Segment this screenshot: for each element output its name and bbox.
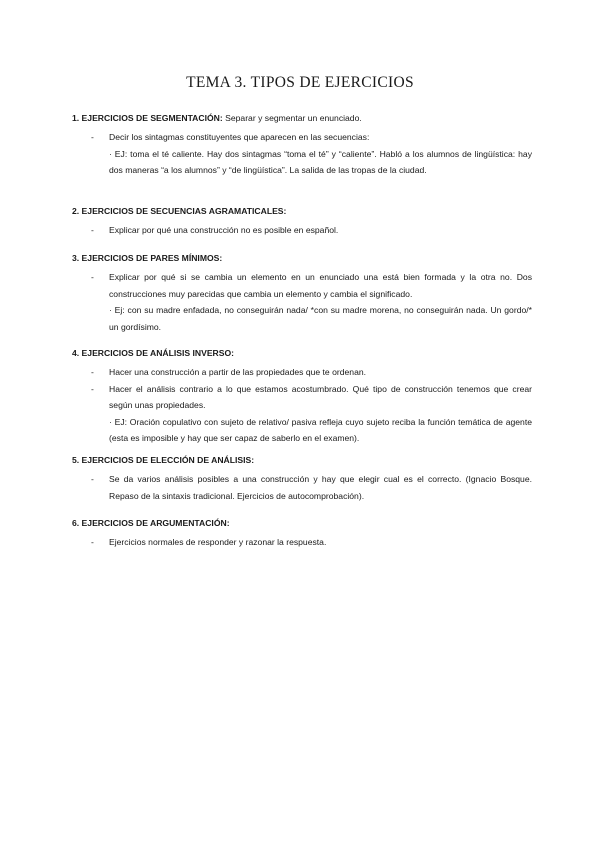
item-text: - Hacer una construcción a partir de las propiedades que te ordenan. (109, 367, 367, 377)
section-item-list (72, 471, 532, 504)
section-pares-minimos (72, 250, 532, 335)
section-secuencias-agramaticales (72, 203, 532, 239)
section-heading-label: 3. EJERCICIOS DE PARES MÍNIMOS: (72, 253, 223, 263)
section-intro: Separar y segmentar un enunciado. (222, 113, 362, 123)
list-item (72, 269, 532, 335)
section-heading-label: 4. EJERCICIOS DE ANÁLISIS INVERSO: (72, 348, 235, 358)
item-text: - Ejercicios normales de responder y razonar la respuesta. (109, 537, 327, 547)
item-text: - Explicar por qué una construcción no es posible en español. (109, 225, 339, 235)
section-heading (72, 250, 532, 266)
section-item-list (72, 364, 532, 447)
page-title: TEMA 3. TIPOS DE EJERCICIOS (186, 74, 414, 91)
section-analisis-inverso (72, 345, 532, 447)
list-item (72, 534, 532, 551)
section-heading-label: 5. EJERCICIOS DE ELECCIÓN DE ANÁLISIS: (72, 455, 255, 465)
section-heading (72, 515, 532, 531)
section-heading-label: 1. EJERCICIOS DE SEGMENTACIÓN: (72, 113, 223, 123)
list-item (72, 364, 532, 381)
item-text: - Se da varios análisis posibles a una construcción y hay que elegir cual es el correcto. (Ignacio Bosque. Repaso de la sintaxis tradicional. Ejercicios de autocomprobación). (109, 474, 532, 501)
list-item (72, 222, 532, 239)
item-example: · Ej: con su madre enfadada, no conseguirán nada/ *con su madre morena, no conseguirán nada. Un gordo/* un gordísimo. (109, 305, 532, 332)
section-item-list (72, 222, 532, 239)
list-item (72, 381, 532, 447)
list-item (72, 471, 532, 504)
section-heading (72, 452, 532, 468)
section-item-list (72, 269, 532, 335)
section-item-list (72, 534, 532, 551)
item-example: · EJ: Oración copulativo con sujeto de relativo/ pasiva refleja cuyo sujeto reciba la función temática de agente (esta es imposible y hay que ser capaz de saberlo en el examen). (109, 416, 532, 444)
section-heading (72, 345, 532, 361)
section-heading-label: 2. EJERCICIOS DE SECUENCIAS AGRAMATICALES: (72, 206, 287, 216)
section-eleccion-analisis (72, 452, 532, 504)
item-example: · EJ: toma el té caliente. Hay dos sintagmas “toma el té” y “caliente”. Habló a los alumnos de lingüística: hay dos maneras “a los alumnos” y “de lingüística”. La salida de las tropas de la ciudad. (109, 148, 532, 176)
section-argumentacion (72, 515, 532, 551)
section-heading (72, 203, 532, 219)
section-item-list (72, 129, 532, 179)
list-item (72, 129, 532, 179)
item-text: - Decir los sintagmas constituyentes que aparecen en las secuencias: (109, 132, 370, 142)
section-segmentacion (72, 110, 532, 179)
section-heading (72, 110, 532, 126)
item-text: - Explicar por qué si se cambia un elemento en un enunciado una está bien formada y la otra no. Dos construcciones muy parecidas que cambia un elemento y cambia el significado. (109, 272, 532, 299)
section-heading-label: 6. EJERCICIOS DE ARGUMENTACIÓN: (72, 518, 230, 528)
item-text: - Hacer el análisis contrario a lo que estamos acostumbrado. Qué tipo de construcción tenemos que crear según unas propiedades. (109, 383, 532, 411)
